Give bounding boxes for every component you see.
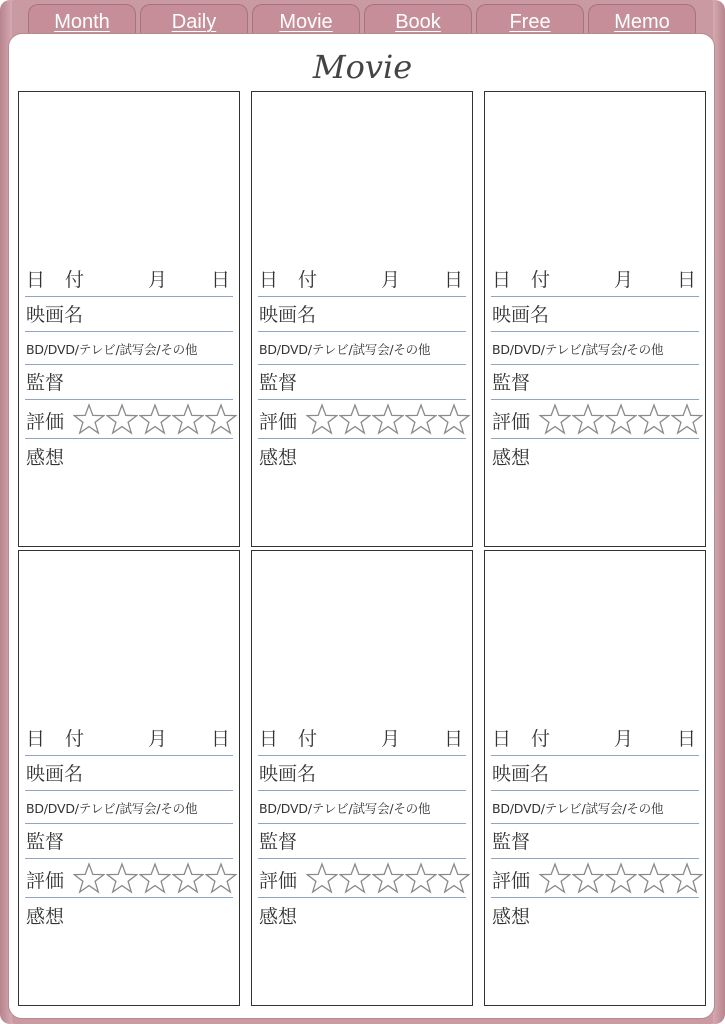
date-label-2: 付 xyxy=(65,728,85,750)
day-label: 日 xyxy=(676,269,696,291)
movie-card xyxy=(251,550,473,1006)
media-options-label: BD/DVD/テレビ/試写会/その他 xyxy=(259,342,431,357)
date-label-1: 日 xyxy=(259,728,279,750)
rating-field xyxy=(258,400,466,439)
movie-card xyxy=(484,91,706,547)
movie-card-fields xyxy=(25,262,233,474)
rating-star-icon[interactable] xyxy=(638,861,670,895)
media-field[interactable] xyxy=(258,791,466,824)
review-field[interactable] xyxy=(258,439,466,474)
director-field[interactable] xyxy=(258,824,466,859)
media-options-label: BD/DVD/テレビ/試写会/その他 xyxy=(492,801,664,816)
movie-name-label: 映画名 xyxy=(259,304,317,326)
rating-star-icon[interactable] xyxy=(539,861,571,895)
review-label: 感想 xyxy=(492,447,531,469)
date-label-1: 日 xyxy=(492,269,512,291)
media-options-label: BD/DVD/テレビ/試写会/その他 xyxy=(26,801,198,816)
movie-name-field[interactable] xyxy=(25,756,233,791)
day-label: 日 xyxy=(443,728,463,750)
director-label: 監督 xyxy=(492,831,531,853)
director-field[interactable] xyxy=(258,365,466,400)
month-label: 月 xyxy=(614,269,634,291)
day-label: 日 xyxy=(443,269,463,291)
rating-star-icon[interactable] xyxy=(438,402,470,436)
movie-name-field[interactable] xyxy=(258,756,466,791)
rating-star-icon[interactable] xyxy=(73,861,105,895)
rating-star-icon[interactable] xyxy=(572,861,604,895)
day-label: 日 xyxy=(210,728,230,750)
date-field[interactable] xyxy=(491,262,699,297)
review-label: 感想 xyxy=(492,906,531,928)
rating-star-icon[interactable] xyxy=(205,402,237,436)
director-field[interactable] xyxy=(25,824,233,859)
movie-card xyxy=(18,91,240,547)
movie-card xyxy=(18,550,240,1006)
rating-field xyxy=(25,859,233,898)
media-options-label: BD/DVD/テレビ/試写会/その他 xyxy=(492,342,664,357)
movie-card xyxy=(484,550,706,1006)
media-field[interactable] xyxy=(491,332,699,365)
month-label: 月 xyxy=(148,269,168,291)
movie-name-field[interactable] xyxy=(491,297,699,332)
movie-name-field[interactable] xyxy=(258,297,466,332)
rating-star-icon[interactable] xyxy=(372,861,404,895)
day-label: 日 xyxy=(210,269,230,291)
rating-label: 評価 xyxy=(26,411,65,433)
date-label-2: 付 xyxy=(531,728,551,750)
page-title: Movie xyxy=(312,48,413,86)
director-label: 監督 xyxy=(259,372,298,394)
review-field[interactable] xyxy=(258,898,466,933)
date-field[interactable] xyxy=(258,721,466,756)
date-label-2: 付 xyxy=(65,269,85,291)
movie-card xyxy=(251,91,473,547)
date-label-1: 日 xyxy=(26,728,46,750)
rating-star-icon[interactable] xyxy=(671,861,703,895)
rating-star-icon[interactable] xyxy=(405,402,437,436)
rating-field xyxy=(25,400,233,439)
month-label: 月 xyxy=(614,728,634,750)
review-field[interactable] xyxy=(491,439,699,474)
media-field[interactable] xyxy=(258,332,466,365)
rating-star-icon[interactable] xyxy=(139,402,171,436)
date-label-1: 日 xyxy=(492,728,512,750)
rating-star-icon[interactable] xyxy=(372,402,404,436)
rating-star-icon[interactable] xyxy=(306,861,338,895)
tab-memo-label[interactable]: Memo xyxy=(614,11,670,33)
rating-star-icon[interactable] xyxy=(671,402,703,436)
media-field[interactable] xyxy=(25,791,233,824)
rating-star-icon[interactable] xyxy=(605,861,637,895)
director-field[interactable] xyxy=(491,824,699,859)
tab-book-label[interactable]: Book xyxy=(395,11,441,33)
rating-star-icon[interactable] xyxy=(205,861,237,895)
rating-stars[interactable] xyxy=(539,861,703,897)
rating-stars[interactable] xyxy=(73,402,237,438)
month-label: 月 xyxy=(381,269,401,291)
date-label-2: 付 xyxy=(531,269,551,291)
date-field[interactable] xyxy=(258,262,466,297)
movie-name-label: 映画名 xyxy=(492,763,550,785)
media-field[interactable] xyxy=(25,332,233,365)
month-label: 月 xyxy=(148,728,168,750)
media-options-label: BD/DVD/テレビ/試写会/その他 xyxy=(26,342,198,357)
tab-movie-label[interactable]: Movie xyxy=(279,11,333,33)
rating-star-icon[interactable] xyxy=(438,861,470,895)
date-label-2: 付 xyxy=(298,269,318,291)
date-label-1: 日 xyxy=(26,269,46,291)
review-field[interactable] xyxy=(491,898,699,933)
movie-name-label: 映画名 xyxy=(26,763,84,785)
movie-name-label: 映画名 xyxy=(259,763,317,785)
movie-name-field[interactable] xyxy=(25,297,233,332)
date-field[interactable] xyxy=(25,262,233,297)
rating-star-icon[interactable] xyxy=(405,861,437,895)
rating-label: 評価 xyxy=(26,870,65,892)
rating-field xyxy=(491,400,699,439)
movie-card-fields xyxy=(491,721,699,933)
rating-stars[interactable] xyxy=(306,402,470,438)
rating-star-icon[interactable] xyxy=(339,402,371,436)
review-field[interactable] xyxy=(25,439,233,474)
review-field[interactable] xyxy=(25,898,233,933)
tab-free-label[interactable]: Free xyxy=(509,11,551,33)
rating-label: 評価 xyxy=(259,870,298,892)
rating-star-icon[interactable] xyxy=(139,861,171,895)
director-label: 監督 xyxy=(26,831,65,853)
rating-star-icon[interactable] xyxy=(172,402,204,436)
day-label: 日 xyxy=(676,728,696,750)
rating-star-icon[interactable] xyxy=(605,402,637,436)
movie-card-fields xyxy=(25,721,233,933)
rating-star-icon[interactable] xyxy=(339,861,371,895)
director-label: 監督 xyxy=(26,372,65,394)
director-field[interactable] xyxy=(25,365,233,400)
rating-field xyxy=(491,859,699,898)
rating-label: 評価 xyxy=(259,411,298,433)
movie-card-fields xyxy=(258,262,466,474)
rating-label: 評価 xyxy=(492,411,531,433)
date-label-2: 付 xyxy=(298,728,318,750)
rating-field xyxy=(258,859,466,898)
rating-star-icon[interactable] xyxy=(106,402,138,436)
rating-star-icon[interactable] xyxy=(306,402,338,436)
review-label: 感想 xyxy=(26,906,65,928)
review-label: 感想 xyxy=(259,906,298,928)
rating-label: 評価 xyxy=(492,870,531,892)
date-label-1: 日 xyxy=(259,269,279,291)
rating-star-icon[interactable] xyxy=(73,402,105,436)
director-field[interactable] xyxy=(491,365,699,400)
tab-month-label[interactable]: Month xyxy=(54,11,110,33)
rating-stars[interactable] xyxy=(73,861,237,897)
director-label: 監督 xyxy=(259,831,298,853)
rating-star-icon[interactable] xyxy=(106,861,138,895)
movie-name-label: 映画名 xyxy=(492,304,550,326)
rating-star-icon[interactable] xyxy=(572,402,604,436)
review-label: 感想 xyxy=(259,447,298,469)
movie-card-fields xyxy=(258,721,466,933)
movie-name-label: 映画名 xyxy=(26,304,84,326)
date-field[interactable] xyxy=(25,721,233,756)
review-label: 感想 xyxy=(26,447,65,469)
rating-stars[interactable] xyxy=(306,861,470,897)
rating-star-icon[interactable] xyxy=(638,402,670,436)
media-options-label: BD/DVD/テレビ/試写会/その他 xyxy=(259,801,431,816)
director-label: 監督 xyxy=(492,372,531,394)
rating-stars[interactable] xyxy=(539,402,703,438)
month-label: 月 xyxy=(381,728,401,750)
movie-card-fields xyxy=(491,262,699,474)
rating-star-icon[interactable] xyxy=(539,402,571,436)
tab-daily-label[interactable]: Daily xyxy=(171,11,217,33)
movie-name-field[interactable] xyxy=(491,756,699,791)
date-field[interactable] xyxy=(491,721,699,756)
rating-star-icon[interactable] xyxy=(172,861,204,895)
media-field[interactable] xyxy=(491,791,699,824)
